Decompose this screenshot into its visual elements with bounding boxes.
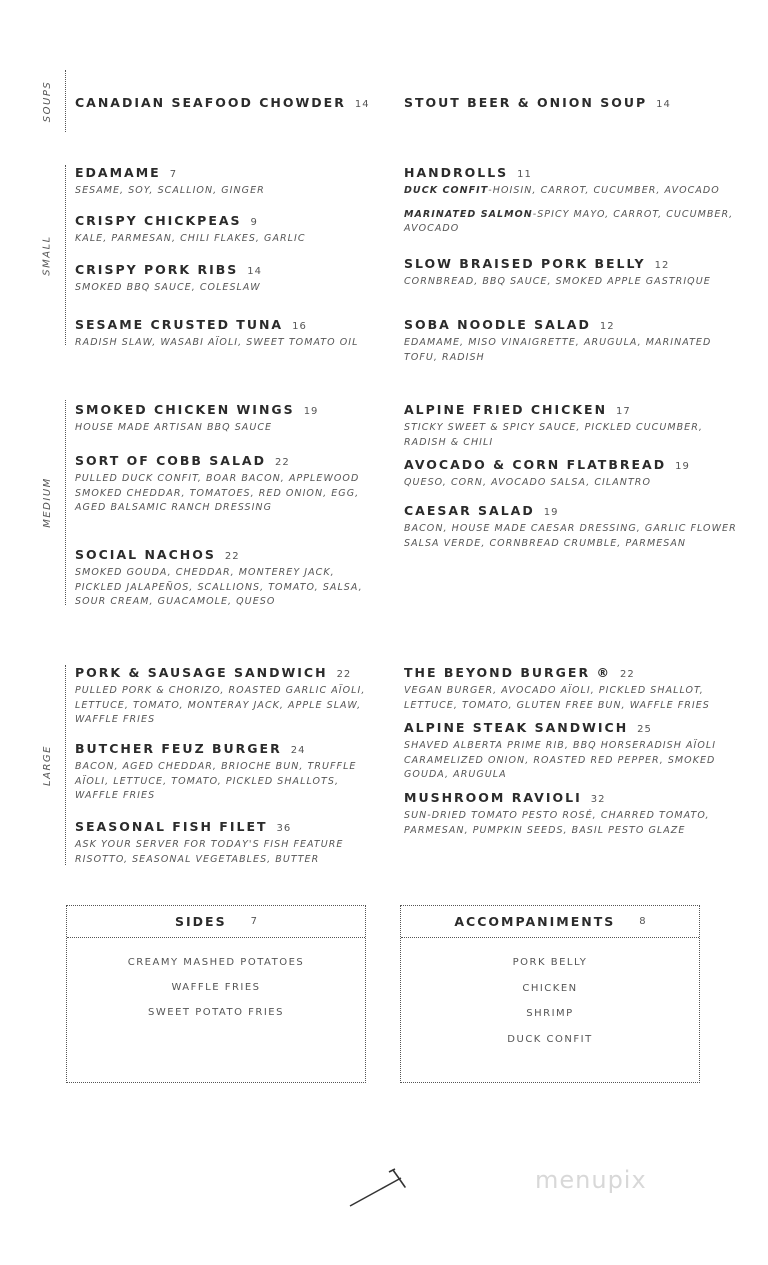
menu-item (404, 95, 749, 112)
menu-item (75, 665, 380, 728)
item-name: AVOCADO & CORN FLATBREAD (404, 457, 667, 472)
sides-header (67, 906, 365, 938)
item-price: 22 (224, 551, 240, 562)
menu-item (75, 213, 380, 247)
item-price: 19 (675, 461, 690, 472)
item-sub-name: DUCK CONFIT (404, 185, 489, 196)
item-name: EDAMAME (75, 165, 161, 180)
item-description: SUN-DRIED TOMATO PESTO ROSÉ, CHARRED TOMATO, PARMESAN, PUMPKIN SEEDS, BASIL PESTO GLAZE (404, 810, 710, 836)
menu-item (404, 790, 749, 838)
item-price: 17 (616, 406, 631, 417)
menu-item (75, 317, 380, 351)
section-label-medium (30, 400, 66, 605)
item-name: ALPINE FRIED CHICKEN (404, 402, 608, 417)
item-sub-desc: -HOISIN, CARROT, CUCUMBER, AVOCADO (488, 185, 720, 196)
section-label-small-text: SMALL (42, 234, 53, 276)
item-name: MUSHROOM RAVIOLI (404, 790, 582, 805)
item-name: SORT OF COBB SALAD (75, 453, 266, 468)
sides-list (67, 938, 365, 1031)
section-label-soups-text: SOUPS (42, 80, 54, 122)
item-name: STOUT BEER & ONION SOUP (404, 95, 648, 110)
accompaniments-box (400, 905, 700, 1083)
item-description: HOUSE MADE ARTISAN BBQ SAUCE (75, 422, 273, 433)
menu-item (404, 165, 749, 237)
item-description: RADISH SLAW, WASABI AÏOLI, SWEET TOMATO OIL (75, 337, 359, 348)
sides-title: SIDES (175, 914, 227, 929)
menu-item (404, 503, 749, 551)
item-price: 12 (599, 321, 615, 332)
section-label-large-text: LARGE (42, 744, 53, 786)
item-name: HANDROLLS (404, 165, 509, 180)
item-price: 12 (654, 260, 670, 271)
sides-price: 7 (250, 916, 257, 927)
item-name: SOCIAL NACHOS (75, 547, 216, 562)
menu-item (404, 457, 749, 491)
ice-axe-logo-icon (345, 1160, 410, 1210)
menu-item (75, 262, 380, 296)
menu-item (75, 402, 380, 436)
item-description: SHAVED ALBERTA PRIME RIB, BBQ HORSERADISH AÏOLI CARAMELIZED ONION, ROASTED RED PEPPER, SMOKED GOUDA, ARUGULA (404, 740, 717, 781)
menu-item (404, 317, 749, 365)
item-price: 25 (637, 724, 652, 735)
item-price: 9 (250, 217, 258, 228)
watermark: menupix (535, 1166, 647, 1194)
item-price: 14 (354, 99, 370, 110)
item-price: 11 (517, 169, 532, 180)
item-price: 19 (543, 507, 559, 518)
item-price: 14 (656, 99, 671, 110)
menu-item (404, 720, 749, 783)
item-description: EDAMAME, MISO VINAIGRETTE, ARUGULA, MARINATED TOFU, RADISH (404, 337, 712, 363)
list-item: DUCK CONFIT (507, 1033, 593, 1045)
sides-box (66, 905, 366, 1083)
item-name: PORK & SAUSAGE SANDWICH (75, 665, 328, 680)
item-price: 7 (169, 169, 178, 180)
item-sub-name: MARINATED SALMON (404, 208, 533, 220)
menu-item (75, 741, 380, 804)
item-name: ALPINE STEAK SANDWICH (404, 720, 629, 735)
item-name: SLOW BRAISED PORK BELLY (404, 256, 646, 271)
item-description: KALE, PARMESAN, CHILI FLAKES, GARLIC (75, 233, 306, 244)
item-description: ASK YOUR SERVER FOR TODAY'S FISH FEATURE RISOTTO, SEASONAL VEGETABLES, BUTTER (75, 839, 344, 865)
section-label-small (30, 165, 66, 345)
menu-item (75, 95, 380, 112)
menu-item (75, 453, 380, 516)
item-price: 22 (275, 457, 290, 468)
list-item: SWEET POTATO FRIES (148, 1007, 284, 1018)
item-name: CRISPY PORK RIBS (75, 262, 239, 277)
item-name: CANADIAN SEAFOOD CHOWDER (75, 95, 346, 110)
item-price: 14 (247, 266, 263, 277)
list-item: SHRIMP (526, 1008, 574, 1019)
item-name: CRISPY CHICKPEAS (75, 213, 242, 228)
item-name: THE BEYOND BURGER ® (404, 665, 611, 680)
menu-item (75, 165, 380, 199)
accompaniments-price: 8 (639, 916, 646, 927)
menu-item (404, 665, 749, 713)
item-price: 22 (619, 669, 635, 680)
accompaniments-list (401, 938, 699, 1058)
item-price: 19 (303, 406, 319, 417)
item-description: VEGAN BURGER, AVOCADO AÏOLI, PICKLED SHALLOT, LETTUCE, TOMATO, GLUTEN FREE BUN, WAFFLE FRIES (404, 685, 710, 711)
item-name: SMOKED CHICKEN WINGS (75, 402, 295, 417)
item-description: BACON, HOUSE MADE CAESAR DRESSING, GARLIC FLOWER SALSA VERDE, CORNBREAD CRUMBLE, PARMESAN (404, 523, 737, 549)
item-price: 24 (290, 745, 306, 756)
item-price: 32 (590, 794, 606, 805)
item-description: SMOKED BBQ SAUCE, COLESLAW (75, 282, 261, 293)
item-price: 22 (336, 669, 352, 680)
menu-item (75, 547, 380, 610)
item-name: BUTCHER FEUZ BURGER (75, 741, 282, 756)
section-label-soups (30, 70, 66, 132)
accompaniments-title: ACCOMPANIMENTS (454, 914, 616, 929)
section-label-medium-text: MEDIUM (42, 477, 54, 528)
list-item: WAFFLE FRIES (171, 982, 261, 993)
list-item: CREAMY MASHED POTATOES (127, 957, 305, 968)
item-description: BACON, AGED CHEDDAR, BRIOCHE BUN, TRUFFLE AÏOLI, LETTUCE, TOMATO, PICKLED SHALLOTS, WAFFLE FRIES (75, 761, 357, 802)
list-item: CHICKEN (522, 982, 578, 994)
menu-item (75, 819, 380, 867)
menu-item (404, 402, 749, 450)
item-description (404, 184, 749, 199)
item-description: SESAME, SOY, SCALLION, GINGER (75, 185, 265, 196)
item-description: PULLED PORK & CHORIZO, ROASTED GARLIC AÏOLI, LETTUCE, TOMATO, MONTERAY JACK, APPLE SLAW, WAFFLE FRIES (75, 685, 366, 726)
item-description: STICKY SWEET & SPICY SAUCE, PICKLED CUCUMBER, RADISH & CHILI (404, 422, 703, 448)
section-label-large (30, 665, 66, 865)
item-description: QUESO, CORN, AVOCADO SALSA, CILANTRO (404, 477, 651, 488)
list-item: PORK BELLY (512, 957, 588, 968)
item-price: 16 (292, 321, 307, 332)
item-name: SEASONAL FISH FILET (75, 819, 268, 834)
accompaniments-header (401, 906, 699, 938)
item-description: PULLED DUCK CONFIT, BOAR BACON, APPLEWOOD SMOKED CHEDDAR, TOMATOES, RED ONION, EGG, AGED BALSAMIC RANCH DRESSING (75, 473, 360, 514)
menu-item (404, 256, 749, 290)
item-description: CORNBREAD, BBQ SAUCE, SMOKED APPLE GASTRIQUE (404, 276, 711, 287)
item-name: SOBA NOODLE SALAD (404, 317, 591, 332)
item-description: SMOKED GOUDA, CHEDDAR, MONTEREY JACK, PICKLED JALAPEÑOS, SCALLIONS, TOMATO, SALSA, SOUR CREAM, GUACAMOLE, QUESO (75, 567, 363, 608)
item-sub-desc: -SPICY MAYO, CARROT, CUCUMBER, AVOCADO (404, 208, 734, 235)
item-name: SESAME CRUSTED TUNA (75, 317, 284, 332)
item-price: 36 (276, 823, 292, 834)
item-name: CAESAR SALAD (404, 503, 535, 518)
item-description (404, 208, 749, 237)
